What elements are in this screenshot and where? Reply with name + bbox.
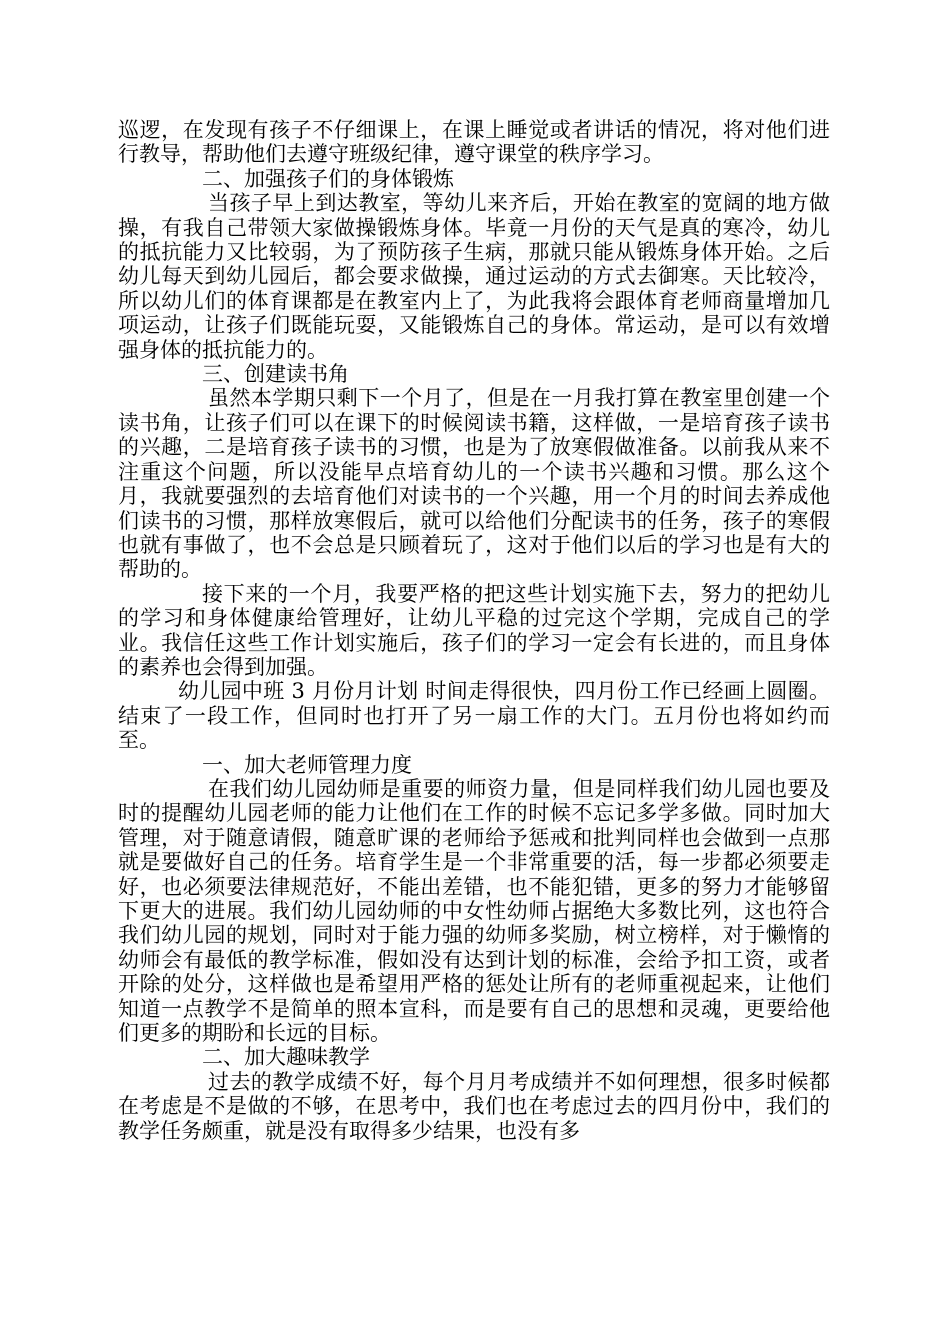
paragraph-reading-corner: 虽然本学期只剩下一个月了，但是在一月我打算在教室里创建一个读书角，让孩子们可以在课下的时候阅读书籍，这样做，一是培育孩子读书的兴趣，二是培育孩子读书的习惯，也是为了放寒假做准备。以前我从来不注重这个问题，所以没能早点培育幼儿的一个读书兴趣和习惯。那么这个月，我就要强烈的去培育他们对读书的一个兴趣，用一个月的时间去养成他们读书的习惯，那样放寒假后，就可以给他们分配读书的任务，孩子的寒假也就有事做了，也不会总是只顾着玩了，这对于他们以后的学习也是有大的帮助的。 bbox=[118, 386, 830, 582]
heading-teacher-management: 一、加大老师管理力度 bbox=[202, 752, 412, 777]
paragraph-teacher-management: 在我们幼儿园幼师是重要的师资力量，但是同样我们幼儿园也要及时的提醒幼儿园老师的能力让他们在工作的时候不忘记多学多做。同时加大管理，对于随意请假，随意旷课的老师给予惩戒和批判同样也会做到一点那就是要做好自己的任务。培育学生是一个非常重要的活，每一步都必须要走好，也必须要法律规范好，不能出差错，也不能犯错，更多的努力才能够留下更大的进展。我们幼儿园幼师的中女性幼师占据绝大多数比列，这也符合我们幼儿园的规划，同时对于能力强的幼师多奖励，树立榜样，对于懒惰的幼师会有最低的教学标准，假如没有达到计划的标准，会给予扣工资，或者开除的处分，这样做也是希望用严格的惩处让所有的老师重视起来，让他们知道一点教学不是简单的照本宣科，而是要有自己的思想和灵魂，更要给他们更多的期盼和长远的目标。 bbox=[118, 776, 830, 1046]
heading-fun-teaching: 二、加大趣味教学 bbox=[202, 1045, 370, 1070]
heading-reading-corner: 三、创建读书角 bbox=[202, 362, 349, 387]
paragraph-fun-teaching: 过去的教学成绩不好，每个月月考成绩并不如何理想，很多时候都在考虑是不是做的不够，在思考中，我们也在考虑过去的四月份中，我们的教学任务颇重，就是没有取得多少结果，也没有多 bbox=[118, 1069, 830, 1143]
paragraph-discipline-end: 巡逻，在发现有孩子不仔细课上，在课上睡觉或者讲话的情况，将对他们进行教导，帮助他们去遵守班级纪律，遵守课堂的秩序学习。 bbox=[118, 118, 830, 167]
paragraph-physical-exercise: 当孩子早上到达教室，等幼儿来齐后，开始在教室的宽阔的地方做操，有我自己带领大家做操锻炼身体。毕竟一月份的天气是真的寒冷，幼儿的抵抗能力又比较弱，为了预防孩子生病，那就只能从锻炼身体开始。之后幼儿每天到幼儿园后，都会要求做操，通过运动的方式去御寒。天比较冷，所以幼儿们的体育课都是在教室内上了，为此我将会跟体育老师商量增加几项运动，让孩子们既能玩耍，又能锻炼自己的身体。常运动，是可以有效增强身体的抵抗能力的。 bbox=[118, 191, 830, 362]
paragraph-summary: 接下来的一个月，我要严格的把这些计划实施下去，努力的把幼儿的学习和身体健康给管理好，让幼儿平稳的过完这个学期，完成自己的学业。我信任这些工作计划实施后，孩子们的学习一定会有长进的，而且身体的素养也会得到加强。 bbox=[118, 581, 830, 679]
heading-physical-exercise: 二、加强孩子们的身体锻炼 bbox=[202, 166, 454, 191]
document-page bbox=[118, 118, 830, 1143]
paragraph-march-plan-intro: 幼儿园中班 3 月份月计划 时间走得很快，四月份工作已经画上圆圈。结束了一段工作，但同时也打开了另一扇工作的大门。五月份也将如约而至。 bbox=[118, 679, 830, 753]
